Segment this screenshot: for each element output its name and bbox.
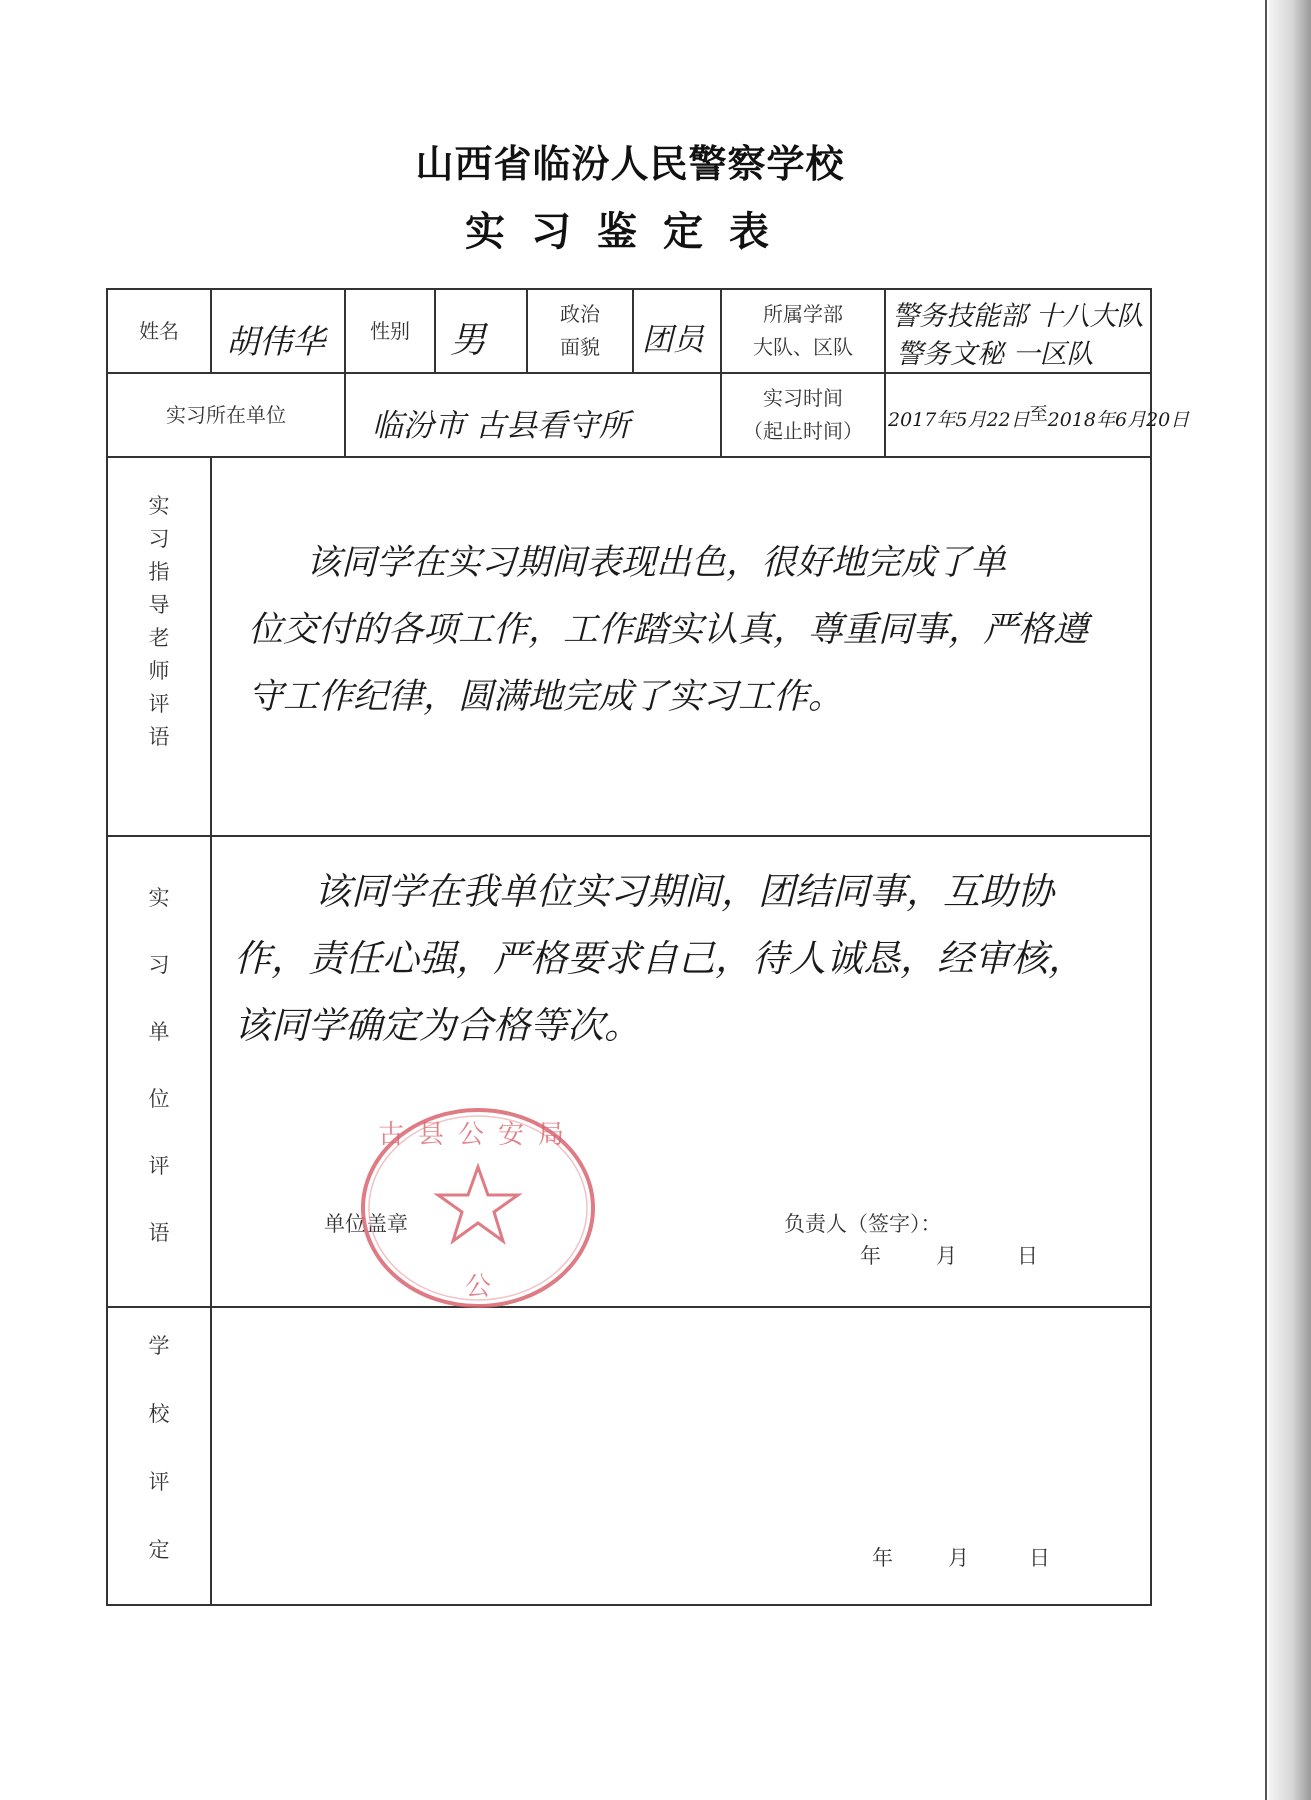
department-value-line1: 警务技能部 十八大队 xyxy=(892,301,1144,332)
label-char: 导 xyxy=(148,593,170,617)
political-status-label xyxy=(528,294,632,368)
dept-label-line2: 大队、区队 xyxy=(753,335,853,359)
school-title: 山西省临汾人民警察学校 xyxy=(415,142,845,186)
page-edge-shadow xyxy=(1269,0,1311,1800)
col-divider xyxy=(344,372,346,456)
label-char: 单 xyxy=(148,1020,170,1044)
dept-label-line1: 所属学部 xyxy=(763,302,843,326)
unit-date xyxy=(860,1240,1038,1270)
comment-line: 该同学在实习期间表现出色，很好地完成了单 xyxy=(306,543,1007,583)
time-start: 2017年5月22日 xyxy=(888,409,1030,431)
time-label-line2: （起止时间） xyxy=(743,419,863,443)
label-char: 评 xyxy=(148,1154,170,1178)
date-day: 日 xyxy=(1017,1244,1038,1268)
label-char: 师 xyxy=(148,659,170,683)
label-char: 位 xyxy=(148,1087,170,1111)
col-divider xyxy=(884,372,886,456)
label-char: 指 xyxy=(148,560,170,584)
department-label xyxy=(722,294,884,368)
svg-text:公: 公 xyxy=(464,1272,492,1302)
internship-time-label xyxy=(722,378,884,452)
name-value: 胡伟华 xyxy=(226,322,325,361)
name-label: 姓名 xyxy=(139,318,179,343)
teacher-comment-label xyxy=(108,490,210,754)
label-char: 习 xyxy=(148,527,170,551)
time-label-line1: 实习时间 xyxy=(763,386,843,410)
label-char: 学 xyxy=(148,1334,170,1358)
time-end: 2018年6月20日 xyxy=(1047,409,1190,431)
internship-unit-label: 实习所在单位 xyxy=(166,402,286,427)
unit-comment-text xyxy=(234,858,1085,1059)
signer-label: 负责人（签字）： xyxy=(784,1212,942,1236)
school-assessment-label xyxy=(108,1330,210,1602)
appraisal-form-table xyxy=(106,288,1190,1606)
col-divider xyxy=(210,290,212,372)
date-month: 月 xyxy=(936,1244,957,1268)
col-divider xyxy=(884,290,886,372)
school-date xyxy=(872,1542,1050,1572)
label-char: 评 xyxy=(148,1470,170,1494)
col-divider xyxy=(434,290,436,372)
comment-line: 守工作纪律，圆满地完成了实习工作。 xyxy=(248,677,844,717)
label-char: 语 xyxy=(148,1221,170,1245)
gender-label: 性别 xyxy=(370,318,410,343)
internship-unit-value: 临汾市 古县看守所 xyxy=(372,408,630,444)
time-separator: 至 xyxy=(1029,404,1048,425)
comment-line: 作，责任心强，严格要求自己，待人诚恳，经审核， xyxy=(234,937,1085,980)
label-char: 定 xyxy=(148,1538,170,1562)
gender-value: 男 xyxy=(450,320,487,361)
row-divider xyxy=(108,1306,1150,1308)
date-year: 年 xyxy=(872,1546,893,1570)
col-divider xyxy=(632,290,634,372)
political-label-line2: 面貌 xyxy=(560,335,600,359)
label-char: 老 xyxy=(148,626,170,650)
teacher-comment-text xyxy=(248,530,1088,731)
political-label-line1: 政治 xyxy=(560,302,600,326)
official-seal-stamp xyxy=(358,1105,598,1311)
date-month: 月 xyxy=(948,1546,969,1570)
label-char: 习 xyxy=(148,953,170,977)
page-edge-line xyxy=(1265,0,1267,1800)
political-status-value: 团员 xyxy=(642,322,704,358)
comment-line: 该同学确定为合格等次。 xyxy=(234,1004,641,1047)
row-divider xyxy=(108,456,1150,458)
unit-seal-label: 单位盖章 xyxy=(324,1212,408,1236)
comment-line: 该同学在我单位实习期间，团结同事，互助协 xyxy=(314,870,1054,913)
department-value-line2: 警务文秘 一区队 xyxy=(896,339,1094,370)
label-char: 实 xyxy=(148,886,170,910)
form-title: 实习鉴定表 xyxy=(465,209,795,255)
date-day: 日 xyxy=(1029,1546,1050,1570)
date-year: 年 xyxy=(860,1244,881,1268)
comment-line: 位交付的各项工作，工作踏实认真，尊重同事，严格遵 xyxy=(248,610,1089,650)
label-char: 语 xyxy=(148,725,170,749)
label-char: 评 xyxy=(148,692,170,716)
row-divider xyxy=(108,835,1150,837)
label-column-divider xyxy=(210,456,212,1604)
unit-comment-label xyxy=(108,882,210,1284)
label-char: 实 xyxy=(148,494,170,518)
label-char: 校 xyxy=(148,1402,170,1426)
svg-text:古县公安局: 古县公安局 xyxy=(377,1120,579,1150)
internship-time-value xyxy=(888,400,1189,432)
